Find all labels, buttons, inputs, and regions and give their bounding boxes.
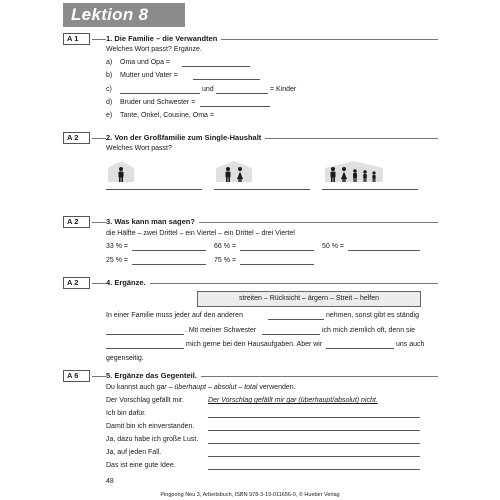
- section-tag: A 1: [63, 33, 90, 45]
- answer-line[interactable]: [208, 417, 420, 418]
- section-intro: Du kannst auch gar – überhaupt – absolut – total verwenden.: [106, 384, 296, 391]
- section-intro: Welches Wort passt?: [106, 145, 172, 152]
- answer-line[interactable]: [120, 93, 200, 94]
- answer-line[interactable]: [214, 189, 310, 190]
- item-text: Das ist eine gute Idee.: [106, 462, 176, 469]
- item-text: Ja, auf jeden Fall.: [106, 449, 162, 456]
- section-tag: A 2: [63, 132, 90, 144]
- answer-line[interactable]: [106, 348, 184, 349]
- item-label: e): [106, 112, 113, 119]
- cloze-text: gegenseitig.: [106, 355, 144, 362]
- house-icon: [214, 160, 254, 184]
- answer-line[interactable]: [208, 456, 420, 457]
- answer-line[interactable]: [326, 348, 394, 349]
- section-title: 2. Von der Großfamilie zum Single-Haushalt: [106, 133, 265, 142]
- lesson-title: Lektion 8: [71, 5, 149, 24]
- section-title: 1. Die Familie – die Verwandten: [106, 34, 221, 43]
- item-text: Mutter und Vater =: [120, 72, 178, 79]
- item-text: 25 % =: [106, 257, 128, 264]
- answer-line[interactable]: [348, 250, 420, 251]
- answer-line[interactable]: [240, 264, 314, 265]
- answer-line[interactable]: [106, 334, 184, 335]
- section-tag: A 2: [63, 216, 90, 228]
- item-label: c): [106, 86, 112, 93]
- answer-line[interactable]: [106, 189, 202, 190]
- word-box: streiten – Rücksicht – ärgern – Streit – helfen: [197, 291, 421, 307]
- item-label: a): [106, 59, 113, 66]
- section-title: 3. Was kann man sagen?: [106, 217, 199, 226]
- item-text: 66 % =: [214, 243, 236, 250]
- item-label: b): [106, 72, 113, 79]
- answer-line[interactable]: [216, 93, 268, 94]
- item-text: Ich bin dafür.: [106, 410, 147, 417]
- section-intro: die Hälfte – zwei Drittel – ein Viertel – ein Drittel – drei Viertel: [106, 230, 295, 237]
- answer-line[interactable]: [262, 334, 320, 335]
- answer-line[interactable]: [132, 250, 206, 251]
- answer-line[interactable]: [193, 79, 260, 80]
- item-text: 50 % =: [322, 243, 344, 250]
- item-text: = Kinder: [270, 86, 297, 93]
- section-tag: A 2: [63, 277, 90, 289]
- item-text: Oma und Opa =: [120, 59, 171, 66]
- answer-line[interactable]: [268, 319, 324, 320]
- item-text: 33 % =: [106, 243, 128, 250]
- cloze-text: ich mich ziemlich oft, denn sie: [322, 327, 415, 334]
- item-text: Tante, Onkel, Cousine, Oma =: [120, 112, 214, 119]
- item-text: und: [202, 86, 214, 93]
- section-title: 5. Ergänze das Gegenteil.: [106, 371, 201, 380]
- answer-line[interactable]: [182, 66, 250, 67]
- item-text: Der Vorschlag gefällt mir.: [106, 397, 184, 404]
- item-text: Damit bin ich einverstanden.: [106, 423, 195, 430]
- item-text: 75 % =: [214, 257, 236, 264]
- answer-line[interactable]: [208, 469, 420, 470]
- item-text: Ja, dazu habe ich große Lust.: [106, 436, 199, 443]
- example-answer: Der Vorschlag gefällt mir gar (überhaupt/absolut) nicht.: [208, 397, 378, 404]
- cloze-text: nehmen, sonst gibt es ständig: [326, 312, 420, 319]
- section-tag: A 6: [63, 370, 90, 382]
- answer-line[interactable]: [322, 189, 418, 190]
- lesson-banner: [63, 3, 185, 27]
- answer-line[interactable]: [208, 430, 420, 431]
- cloze-text: . Mit meiner Schwester: [185, 327, 257, 334]
- footer-credit: Pingpong Neu 3, Arbeitsbuch, ISBN 978-3-19-011656-0, © Hueber Verlag: [160, 492, 340, 498]
- item-text: Bruder und Schwester =: [120, 99, 196, 106]
- answer-line[interactable]: [208, 443, 420, 444]
- page-number: 48: [106, 478, 114, 485]
- section-title: 4. Ergänze.: [106, 278, 150, 287]
- house-icon: [106, 160, 136, 184]
- item-label: d): [106, 99, 113, 106]
- answer-line[interactable]: [132, 264, 206, 265]
- section-intro: Welches Wort passt? Ergänze.: [106, 46, 202, 53]
- cloze-text: mich gerne bei den Hausaufgaben. Aber wir: [186, 341, 323, 348]
- cloze-text: uns auch: [396, 341, 425, 348]
- house-icon: [323, 160, 385, 184]
- cloze-text: In einer Familie muss jeder auf den anderen: [106, 312, 243, 319]
- answer-line[interactable]: [200, 106, 270, 107]
- answer-line[interactable]: [240, 250, 314, 251]
